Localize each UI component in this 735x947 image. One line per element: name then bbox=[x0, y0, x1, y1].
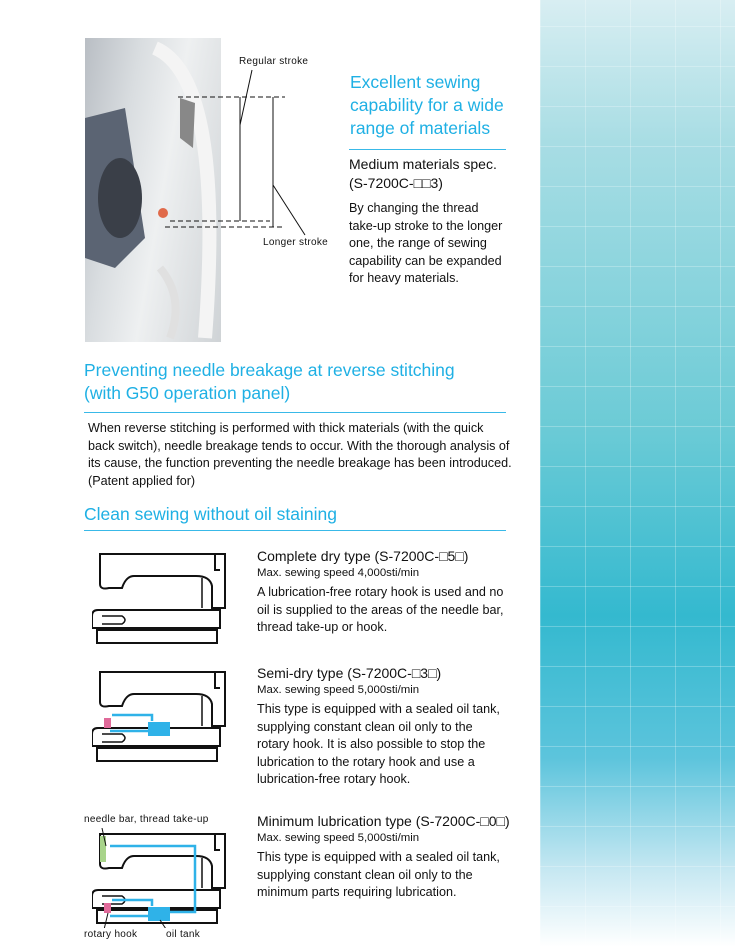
section1-subtitle bbox=[349, 155, 497, 193]
needle-bar-label: needle bar, thread take-up bbox=[84, 814, 209, 825]
minimum-lubrication-machine-illustration bbox=[92, 828, 232, 928]
semi-dry-machine-illustration bbox=[92, 666, 232, 766]
section3-title: Clean sewing without oil staining bbox=[84, 504, 337, 524]
item-minimum-lubrication bbox=[257, 812, 527, 902]
oil-tank-label: oil tank bbox=[166, 929, 201, 940]
section2-body: When reverse stitching is performed with thick materials (with the quick back switch), needle breakage tends to occur. With the thorough analysis of its cause, the function preventing the needle breakage has been introduced. (Patent applied for) bbox=[88, 421, 512, 488]
title-line: capability for a wide bbox=[350, 95, 504, 115]
stroke-diagram bbox=[150, 55, 360, 255]
rotary-hook-label: rotary hook bbox=[84, 929, 138, 940]
item-title: Complete dry type (S-7200C-□5□) bbox=[257, 548, 469, 564]
item-speed: Max. sewing speed 4,000sti/min bbox=[257, 567, 420, 579]
complete-dry-machine-illustration bbox=[92, 548, 232, 648]
title-line: Preventing needle breakage at reverse stitching bbox=[84, 360, 455, 380]
title-line: range of materials bbox=[350, 118, 491, 138]
item-semi-dry bbox=[257, 664, 517, 789]
item-body: This type is equipped with a sealed oil tank, supplying constant clean oil only to the minimum parts requiring lubrication. bbox=[257, 850, 500, 900]
item-speed: Max. sewing speed 5,000sti/min bbox=[257, 832, 420, 844]
item-title: Minimum lubrication type (S-7200C-□0□) bbox=[257, 813, 510, 829]
item-title: Semi-dry type (S-7200C-□3□) bbox=[257, 665, 442, 681]
subtitle-line: Medium materials spec. bbox=[349, 156, 497, 172]
item-complete-dry bbox=[257, 547, 517, 637]
subtitle-line: (S-7200C-□□3) bbox=[349, 175, 443, 191]
section1-body: By changing the thread take-up stroke to the longer one, the range of sewing capability can be expanded for heavy materials. bbox=[349, 201, 503, 286]
item-body: This type is equipped with a sealed oil tank, supplying constant clean oil only to the rotary hook. It is also possible to stop the lubrication to the rotary hook and use a lubrication-free rotary hook. bbox=[257, 702, 500, 787]
longer-stroke-label: Longer stroke bbox=[263, 237, 329, 248]
section2-title bbox=[84, 359, 524, 405]
regular-stroke-label: Regular stroke bbox=[239, 56, 309, 67]
decorative-side-panel bbox=[540, 0, 735, 947]
item-speed: Max. sewing speed 5,000sti/min bbox=[257, 684, 420, 696]
item-body: A lubrication-free rotary hook is used and no oil is supplied to the areas of the needle bar, thread take-up or hook. bbox=[257, 585, 504, 635]
section1-title bbox=[350, 71, 530, 140]
title-line: (with G50 operation panel) bbox=[84, 383, 291, 403]
title-line: Excellent sewing bbox=[350, 72, 481, 92]
